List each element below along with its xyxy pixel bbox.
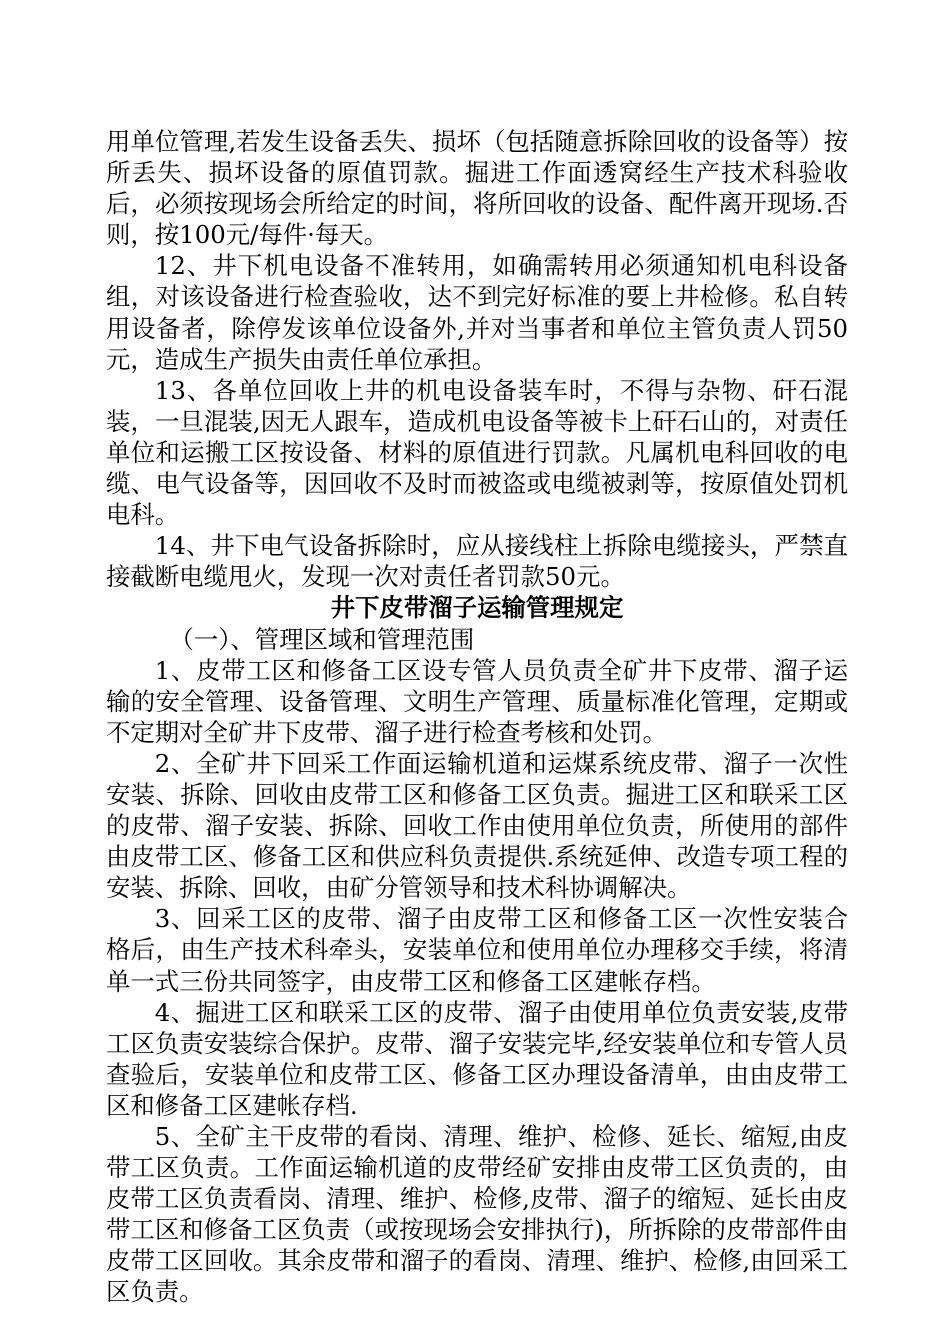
document-page bbox=[106, 126, 848, 1308]
paragraph-13: 13、各单位回收上井的机电设备装车时，不得与杂物、矸石混装，一旦混装,因无人跟车，造成机电设备等被卡上矸石山的，对责任单位和运搬工区按设备、材料的原值进行罚款。凡属机电科回收的电缆、电气设备等，因回收不及时而被盗或电缆被剥等，按原值处罚机电科。 bbox=[106, 375, 848, 530]
section-paragraph-4: 4、掘进工区和联采工区的皮带、溜子由使用单位负责安装,皮带工区负责安装综合保护。皮带、溜子安装完毕,经安装单位和专管人员查验后，安装单位和皮带工区、修备工区办理设备清单，由由皮带工区和修备工区建帐存档. bbox=[106, 997, 848, 1120]
subsection-title: （一）、管理区域和管理范围 bbox=[169, 624, 475, 654]
paragraph-14: 14、井下电气设备拆除时，应从接线柱上拆除电缆接头，严禁直接截断电缆甩火，发现一次对责任者罚款50元。 bbox=[106, 531, 848, 592]
paragraph-11-continued: 用单位管理,若发生设备丢失、损坏（包括随意拆除回收的设备等）按所丢失、损坏设备的原值罚款。掘进工作面透窝经生产技术科验收后，必须按现场会所给定的时间，将所回收的设备、配件离开现场.否则，按100元/每件·每天。 bbox=[106, 127, 848, 250]
paragraph-12: 12、井下机电设备不准转用，如确需转用必须通知机电科设备组，对该设备进行检查验收，达不到完好标准的要上井检修。私自转用设备者，除停发该单位设备外,并对当事者和单位主管负责人罚50元，造成生产损失由责任单位承担。 bbox=[106, 251, 848, 374]
section-paragraph-2: 2、全矿井下回采工作面运输机道和运煤系统皮带、溜子一次性安装、拆除、回收由皮带工区和修备工区负责。掘进工区和联采工区的皮带、溜子安装、拆除、回收工作由使用单位负责，所使用的部件由皮带工区、修备工区和供应科负责提供.系统延伸、改造专项工程的安装、拆除、回收，由矿分管领导和技术科协调解决。 bbox=[106, 748, 848, 903]
section-paragraph-5: 5、全矿主干皮带的看岗、清理、维护、检修、延长、缩短,由皮带工区负责。工作面运输机道的皮带经矿安排由皮带工区负责的，由皮带工区负责看岗、清理、维护、检修,皮带、溜子的缩短、延长由皮带工区和修备工区负责（或按现场会安排执行)，所拆除的皮带部件由皮带工区回收。其余皮带和溜子的看岗、清理、维护、检修,由回采工区负责。 bbox=[106, 1122, 848, 1307]
section-title: 井下皮带溜子运输管理规定 bbox=[330, 593, 624, 623]
section-paragraph-1: 1、皮带工区和修备工区设专管人员负责全矿井下皮带、溜子运输的安全管理、设备管理、文明生产管理、质量标准化管理，定期或不定期对全矿井下皮带、溜子进行检查考核和处罚。 bbox=[106, 655, 848, 747]
section-paragraph-3: 3、回采工区的皮带、溜子由皮带工区和修备工区一次性安装合格后，由生产技术科牵头，安装单位和使用单位办理移交手续，将清单一式三份共同签字，由皮带工区和修备工区建帐存档。 bbox=[106, 904, 848, 996]
